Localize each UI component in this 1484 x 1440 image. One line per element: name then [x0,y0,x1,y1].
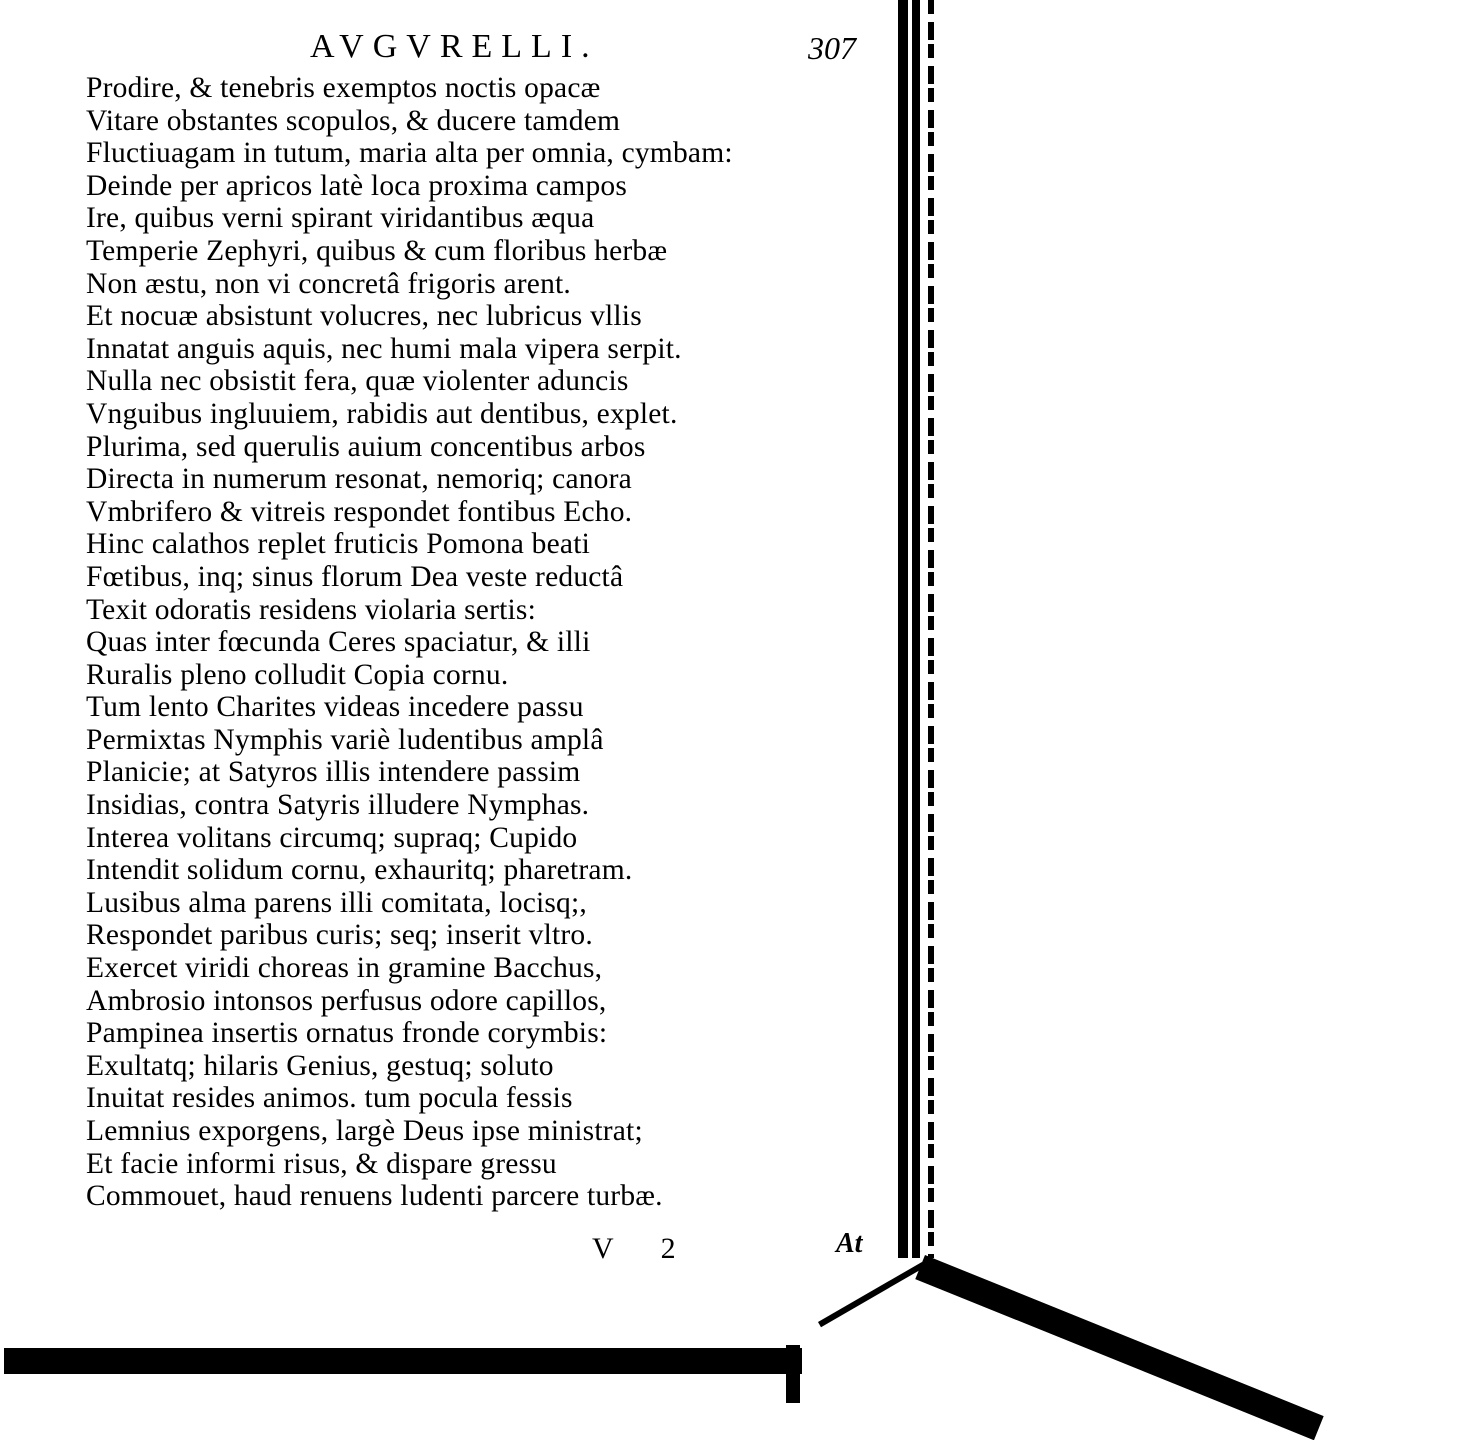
verse-line: Plurima, sed querulis auium concentibus arbos [86,430,646,463]
verse-line: Vnguibus ingluuiem, rabidis aut dentibus, explet. [86,397,678,430]
verse-line: Lemnius exporgens, largè Deus ipse ministrat; [86,1115,643,1147]
bottom-page-corner [786,1345,800,1403]
verse-line: Fœtibus, inq; sinus florum Dea veste reductâ [86,560,624,593]
verse-line: Ambrosio intonsos perfusus odore capillos, [86,984,607,1017]
verse-line: Exercet viridi choreas in gramine Bacchus, [86,952,603,985]
spine-shadow [915,1255,1323,1440]
gutter-shadow [898,0,926,1258]
verse-line: Prodire, & tenebris exemptos noctis opacæ [86,72,601,104]
page-number: 307 [808,30,856,66]
verse-line: Hinc calathos replet fruticis Pomona beati [86,528,591,561]
verse-text [86,72,846,1213]
verse-line: Innatat anguis aquis, nec humi mala vipera serpit. [86,332,682,365]
signature-mark: V 2 [592,1232,696,1265]
verse-line: Fluctiuagam in tutum, maria alta per omnia, cymbam: [86,137,733,170]
verse-line: Texit odoratis residens violaria sertis: [86,593,536,626]
verse-line: Respondet paribus curis; seq; inserit vltro. [86,919,593,952]
verse-line: Temperie Zephyri, quibus & cum floribus herbæ [86,234,668,267]
verse-line: Commouet, haud renuens ludenti parcere turbæ. [86,1180,663,1213]
verse-line: Nulla nec obsistit fera, quæ violenter aduncis [86,365,629,398]
verse-line: Ruralis pleno colludit Copia cornu. [86,658,509,691]
verse-line: Interea volitans circumq; supraq; Cupido [86,821,578,854]
verse-line: Deinde per apricos latè loca proxima campos [86,169,628,202]
verse-line: Et facie informi risus, & dispare gressu [86,1147,557,1180]
verse-line: Permixtas Nymphis variè ludentibus amplâ [86,723,604,756]
running-head: AVGVRELLI. [310,28,599,65]
page-edge [928,0,934,1258]
verse-line: Non æstu, non vi concretâ frigoris arent. [86,267,571,300]
verse-line: Vitare obstantes scopulos, & ducere tamdem [86,104,621,137]
verse-line: Pampinea insertis ornatus fronde corymbis: [86,1017,608,1050]
verse-line: Intendit solidum cornu, exhauritq; pharetram. [86,854,633,887]
bottom-page-edge [4,1348,802,1374]
verse-line: Planicie; at Satyros illis intendere passim [86,756,581,789]
spine-shadow-left [818,1262,925,1327]
verse-line: Ire, quibus verni spirant viridantibus æqua [86,202,595,235]
verse-line: Tum lento Charites videas incedere passu [86,691,584,724]
verse-line: Inuitat resides animos. tum pocula fessis [86,1082,573,1115]
verse-line: Exultatq; hilaris Genius, gestuq; soluto [86,1049,554,1082]
verse-line: Et nocuæ absistunt volucres, nec lubricus vllis [86,300,642,333]
verse-line: Insidias, contra Satyris illudere Nymphas. [86,789,590,822]
catchword: At [836,1228,863,1259]
verse-line: Vmbrifero & vitreis respondet fontibus Echo. [86,495,633,528]
verse-line: Lusibus alma parens illi comitata, locisq;, [86,886,587,919]
verse-line: Directa in numerum resonat, nemoriq; canora [86,463,632,496]
verse-line: Quas inter fœcunda Ceres spaciatur, & illi [86,626,591,659]
